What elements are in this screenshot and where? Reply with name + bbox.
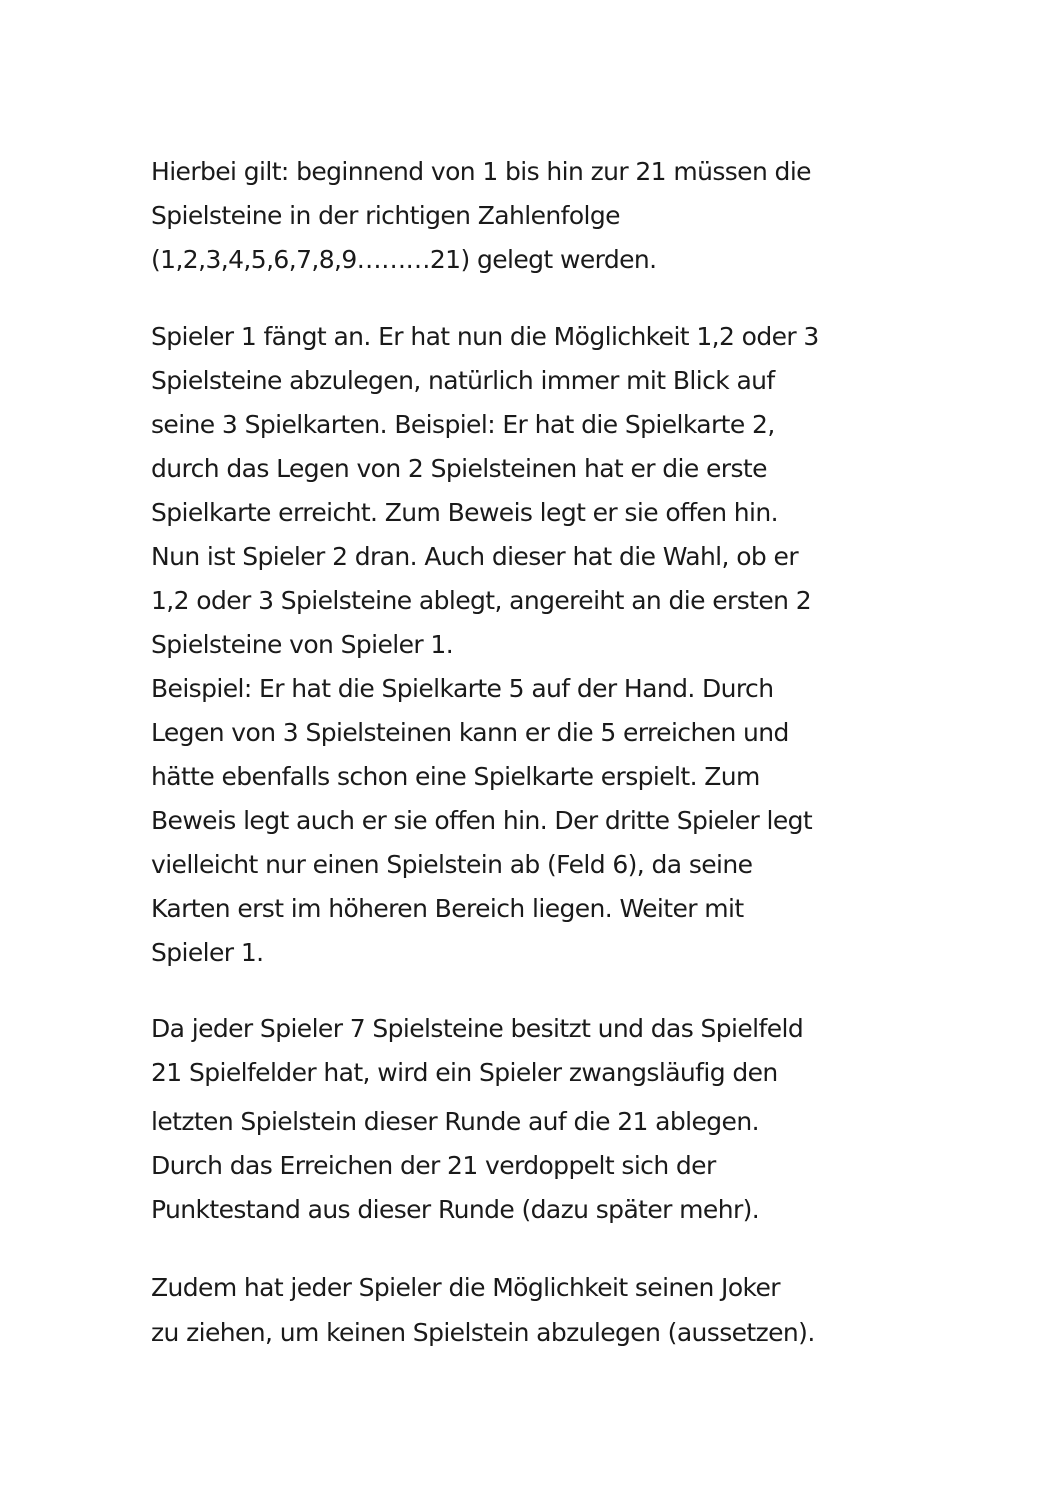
text-line: Spieler 1. (151, 938, 264, 967)
text-line: Spieler 1 fängt an. Er hat nun die Möglichkeit 1,2 oder 3 (151, 322, 819, 351)
text-line: Beweis legt auch er sie offen hin. Der dritte Spieler legt (151, 806, 813, 835)
text-line: Punktestand aus dieser Runde (dazu später mehr). (151, 1195, 760, 1224)
text-line: Da jeder Spieler 7 Spielsteine besitzt und das Spielfeld (151, 1014, 804, 1043)
text-line: Legen von 3 Spielsteinen kann er die 5 erreichen und (151, 718, 789, 747)
text-line: Hierbei gilt: beginnend von 1 bis hin zur 21 müssen die (151, 157, 811, 186)
text-line: (1,2,3,4,5,6,7,8,9………21) gelegt werden. (151, 245, 657, 274)
text-line: Zudem hat jeder Spieler die Möglichkeit seinen Joker (151, 1273, 780, 1302)
text-line: letzten Spielstein dieser Runde auf die 21 ablegen. (151, 1107, 759, 1136)
text-line: zu ziehen, um keinen Spielstein abzulegen (aussetzen). (151, 1318, 815, 1347)
text-line: Karten erst im höheren Bereich liegen. Weiter mit (151, 894, 744, 923)
text-line: seine 3 Spielkarten. Beispiel: Er hat die Spielkarte 2, (151, 410, 775, 439)
text-line: Spielsteine abzulegen, natürlich immer mit Blick auf (151, 366, 775, 395)
text-line: Spielsteine von Spieler 1. (151, 630, 454, 659)
text-line: vielleicht nur einen Spielstein ab (Feld 6), da seine (151, 850, 753, 879)
text-line: Durch das Erreichen der 21 verdoppelt sich der (151, 1151, 716, 1180)
text-line: 1,2 oder 3 Spielsteine ablegt, angereiht an die ersten 2 (151, 586, 812, 615)
text-line: Spielkarte erreicht. Zum Beweis legt er sie offen hin. (151, 498, 778, 527)
text-line: Nun ist Spieler 2 dran. Auch dieser hat die Wahl, ob er (151, 542, 798, 571)
text-line: Beispiel: Er hat die Spielkarte 5 auf der Hand. Durch (151, 674, 774, 703)
text-line: 21 Spielfelder hat, wird ein Spieler zwangsläufig den (151, 1058, 778, 1087)
text-line: Spielsteine in der richtigen Zahlenfolge (151, 201, 620, 230)
text-line: durch das Legen von 2 Spielsteinen hat er die erste (151, 454, 767, 483)
text-line: hätte ebenfalls schon eine Spielkarte erspielt. Zum (151, 762, 760, 791)
